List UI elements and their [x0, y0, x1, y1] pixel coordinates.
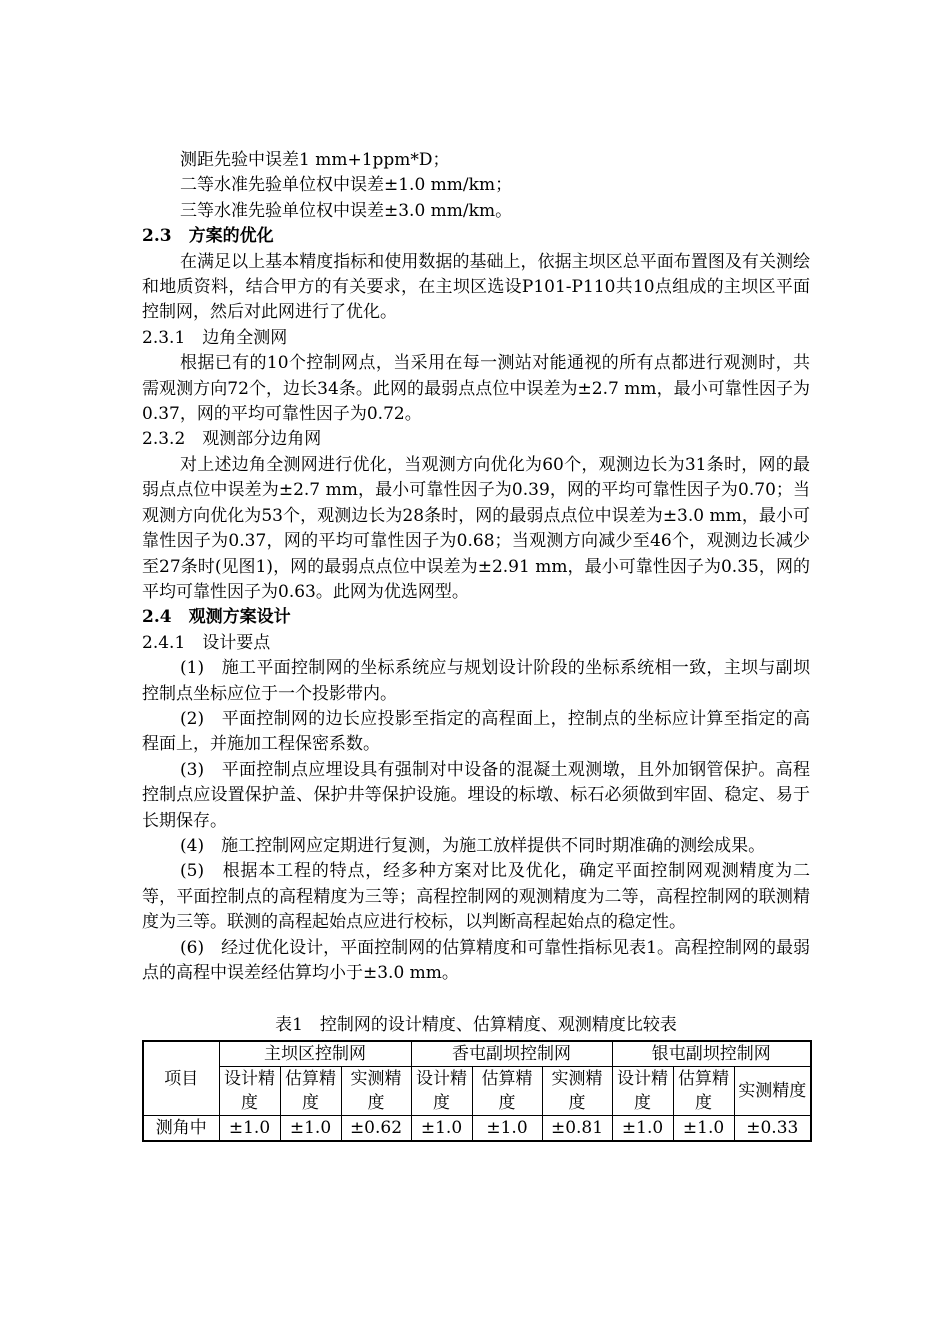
document-page: [142, 148, 810, 1142]
list-item: (5) 根据本工程的特点，经多种方案对比及优化，确定平面控制网观测精度为二等，平面控制点的高程精度为三等；高程控制网的观测精度为二等，高程控制网的联测精度为三等。联测的高程起始点应进行校标，以判断高程起始点的稳定性。: [142, 861, 810, 933]
list-item: (2) 平面控制网的边长应投影至指定的高程面上，控制点的坐标应计算至指定的高程面上，并施加工程保密系数。: [142, 708, 810, 755]
value-cell: ±1.0: [612, 1116, 673, 1142]
group-header-cell: 银屯副坝控制网: [612, 1041, 811, 1067]
subheader-cell: 设计精度: [612, 1067, 673, 1116]
value-cell: ±1.0: [472, 1116, 542, 1142]
subheader-cell: 实测精度: [734, 1067, 811, 1116]
value-cell: ±1.0: [411, 1116, 472, 1142]
subheader-cell: 实测精度: [542, 1067, 612, 1116]
list-item: (4) 施工控制网应定期进行复测，为施工放样提供不同时期准确的测绘成果。: [180, 835, 766, 856]
text-line: 测距先验中误差1 mm+1ppm*D；: [180, 150, 450, 170]
list-item: (6) 经过优化设计，平面控制网的估算精度和可靠性指标见表1。高程控制网的最弱点的高程中误差经估算均小于±3.0 mm。: [142, 937, 810, 983]
section-heading-2-3: 2.3 方案的优化: [142, 226, 274, 247]
item-header-cell: 项目: [143, 1041, 219, 1116]
row-label-cell: 测角中: [143, 1116, 219, 1142]
subheader-cell: 估算精度: [280, 1067, 341, 1116]
subheader-cell: 设计精度: [219, 1067, 280, 1116]
paragraph: 在满足以上基本精度指标和使用数据的基础上，依据主坝区总平面布置图及有关测绘和地质资料，结合甲方的有关要求，在主坝区选设P101-P110共10点组成的主坝区平面控制网，然后对此网进行了优化。: [142, 251, 810, 323]
section-heading-2-4: 2.4 观测方案设计: [142, 607, 291, 628]
table-caption: 表1 控制网的设计精度、估算精度、观测精度比较表: [275, 1015, 677, 1036]
subheader-cell: 估算精度: [673, 1067, 734, 1116]
section-heading-2-3-2: 2.3.2 观测部分边角网: [142, 429, 322, 450]
group-header-cell: 主坝区控制网: [219, 1041, 411, 1067]
paragraph: 对上述边角全测网进行优化，当观测方向优化为60个，观测边长为31条时，网的最弱点点位中误差为±2.7 mm，最小可靠性因子为0.39，网的平均可靠性因子为0.70；当观测方向优化为53个，观测边长为28条时，网的最弱点点位中误差为±3.0 mm，最小可靠性因子为0.37，网的平均可靠性因子为0.68；当观测方向减少至46个，观测边长减少至27条时(见图1)，网的最弱点点位中误差为±2.91 mm，最小可靠性因子为0.35，网的平均可靠性因子为0.63。此网为优选网型。: [142, 454, 810, 602]
table-header-row: [143, 1041, 811, 1067]
section-heading-2-3-1: 2.3.1 边角全测网: [142, 327, 288, 348]
section-heading-2-4-1: 2.4.1 设计要点: [142, 632, 271, 653]
list-item: (3) 平面控制点应埋设具有强制对中设备的混凝土观测墩，且外加钢管保护。高程控制点应设置保护盖、保护井等保护设施。埋设的标墩、标石必须做到牢固、稳定、易于长期保存。: [142, 759, 810, 831]
subheader-cell: 估算精度: [472, 1067, 542, 1116]
text-line: 三等水准先验单位权中误差±3.0 mm/km。: [180, 200, 513, 221]
subheader-cell: 实测精度: [341, 1067, 411, 1116]
value-cell: ±0.33: [734, 1116, 811, 1142]
value-cell: ±0.62: [341, 1116, 411, 1142]
value-cell: ±1.0: [673, 1116, 734, 1142]
table-subheader-row: [143, 1067, 811, 1116]
value-cell: ±0.81: [542, 1116, 612, 1142]
paragraph: 根据已有的10个控制网点，当采用在每一测站对能通视的所有点都进行观测时，共需观测方向72个，边长34条。此网的最弱点点位中误差为±2.7 mm，最小可靠性因子为0.37，网的平均可靠性因子为0.72。: [142, 353, 810, 425]
table-row: [143, 1116, 811, 1142]
list-item: (1) 施工平面控制网的坐标系统应与规划设计阶段的坐标系统相一致，主坝与副坝控制点坐标应位于一个投影带内。: [142, 658, 810, 704]
subheader-cell: 设计精度: [411, 1067, 472, 1116]
group-header-cell: 香屯副坝控制网: [411, 1041, 612, 1067]
value-cell: ±1.0: [219, 1116, 280, 1142]
value-cell: ±1.0: [280, 1116, 341, 1142]
comparison-table: [142, 1040, 812, 1142]
text-line: 二等水准先验单位权中误差±1.0 mm/km；: [180, 175, 513, 196]
